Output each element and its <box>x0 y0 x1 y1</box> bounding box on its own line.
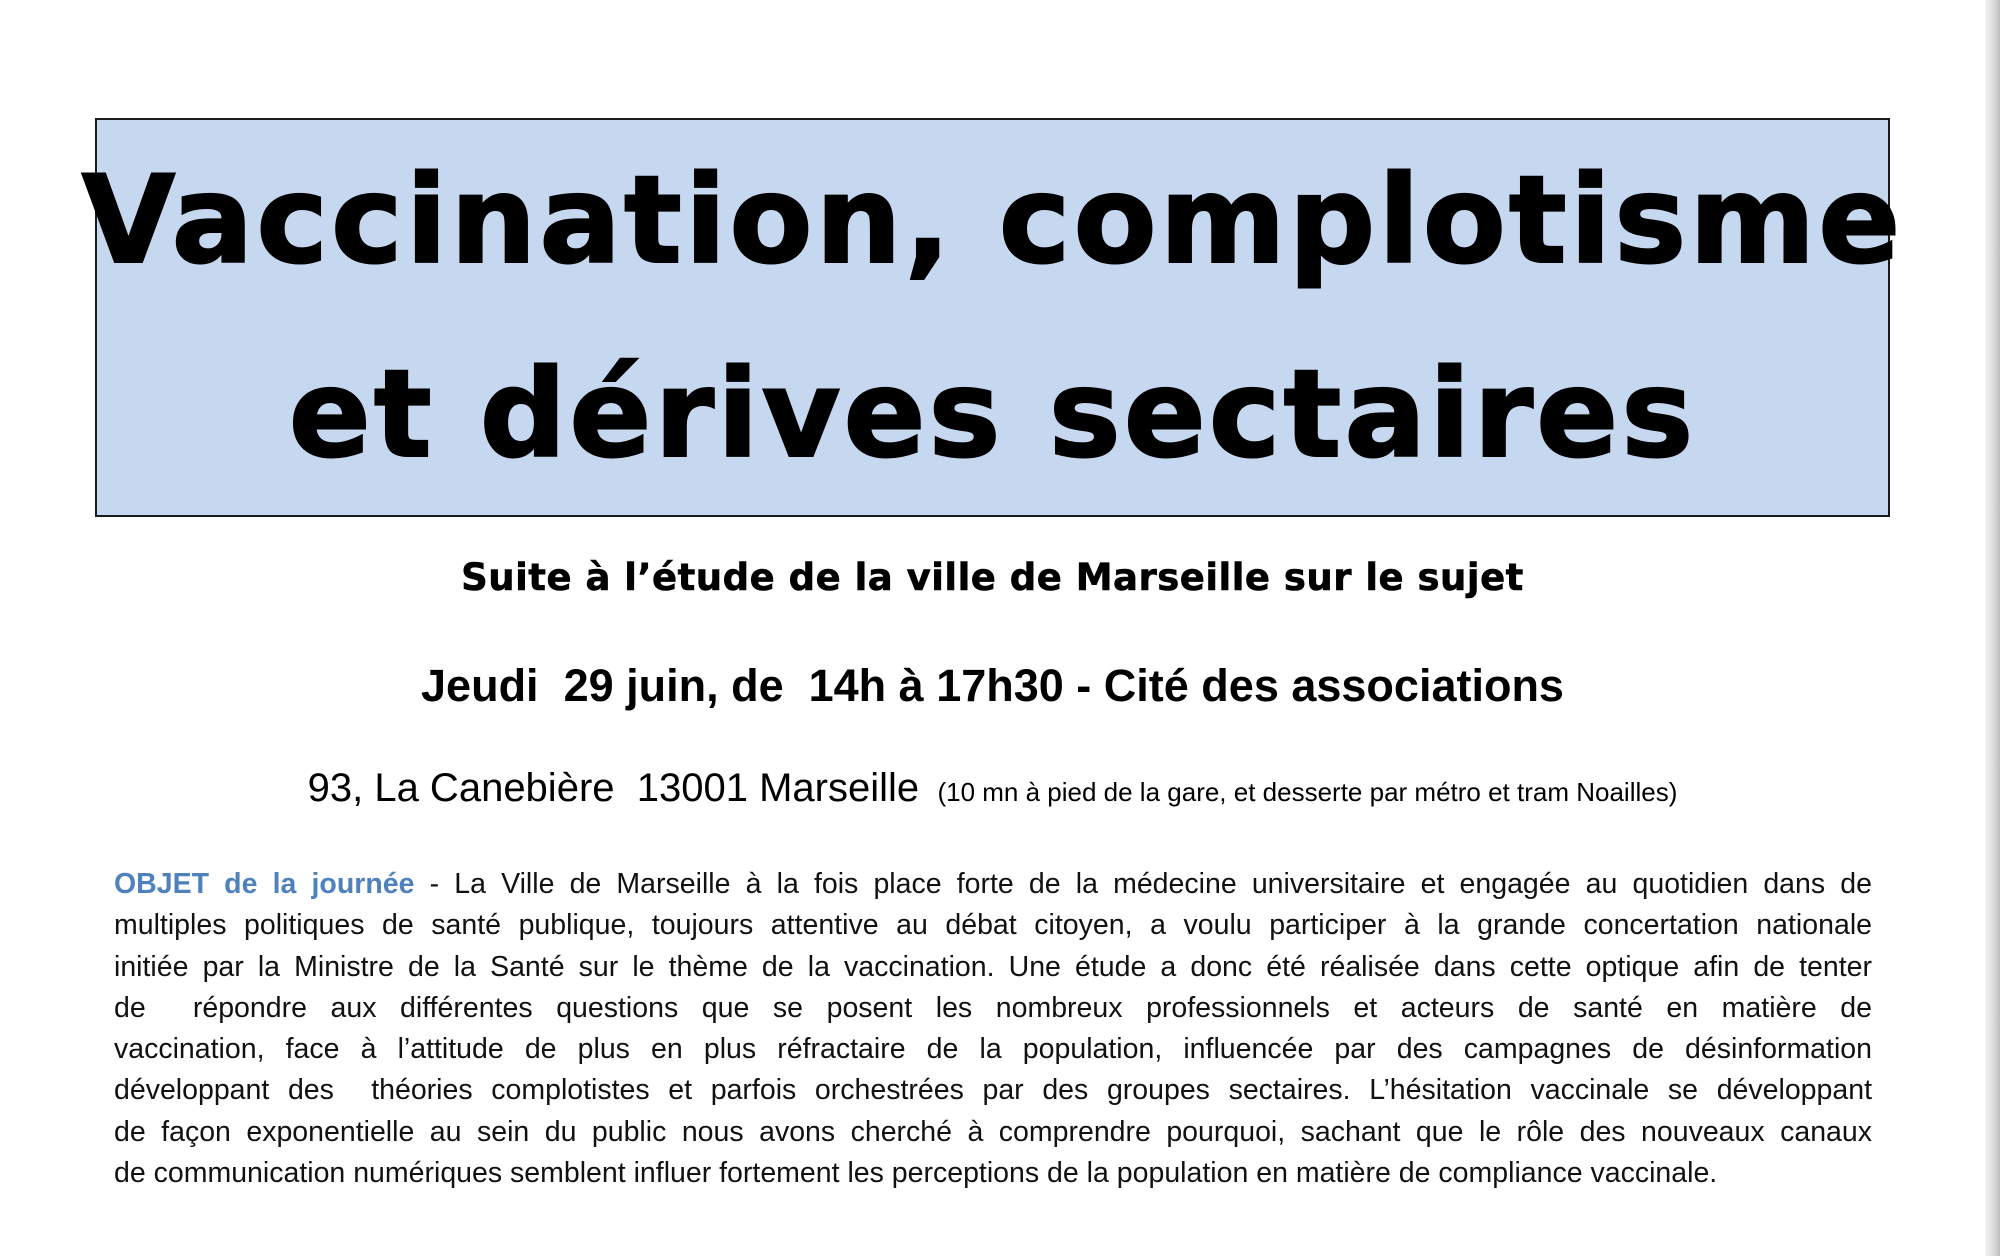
body-line-text: - La Ville de Marseille à la fois place forte de la médecine universitaire et engagée au quotidien dans de <box>414 868 1872 900</box>
event-address-line <box>95 766 1890 811</box>
event-address: 93, La Canebière 13001 Marseille <box>307 766 931 810</box>
title-box <box>81 118 1904 517</box>
page-edge-shadow <box>1985 0 2000 1256</box>
body-line: vaccination, face à l’attitude de plus en plus réfractaire de la population, influencée par des campagnes de désinformation <box>114 1033 1872 1066</box>
event-address-note: (10 mn à pied de la gare, et desserte par métro et tram Noailles) <box>930 777 1678 807</box>
body-line: multiples politiques de santé publique, toujours attentive au débat citoyen, a voulu participer à la grande concertation nationale <box>114 909 1872 942</box>
body-line: de communication numériques semblent influer fortement les perceptions de la population en matière de compliance vaccinale. <box>114 1157 1718 1190</box>
title-line-2: et dérives sectaires <box>288 343 1697 485</box>
body-line: développant des théories complotistes et parfois orchestrées par des groupes sectaires. L’hésitation vaccinale se développant <box>114 1074 1872 1107</box>
body-line: initiée par la Ministre de la Santé sur le thème de la vaccination. Une étude a donc été réalisée dans cette optique afin de tenter <box>114 950 1872 983</box>
body-line <box>114 864 1872 905</box>
objet-label: OBJET de la journée <box>114 868 415 900</box>
body-line: de répondre aux différentes questions que se posent les nombreux professionnels et acteurs de santé en matière de <box>114 991 1872 1024</box>
body-paragraph <box>114 864 1872 1194</box>
subtitle: Suite à l’étude de la ville de Marseille sur le sujet <box>461 556 1524 599</box>
event-date-line: Jeudi 29 juin, de 14h à 17h30 - Cité des associations <box>421 660 1564 711</box>
title-line-1: Vaccination, complotisme <box>81 149 1904 291</box>
body-line: de façon exponentielle au sein du public nous avons cherché à comprendre pourquoi, sachant que le rôle des nouveaux canaux <box>114 1115 1872 1148</box>
